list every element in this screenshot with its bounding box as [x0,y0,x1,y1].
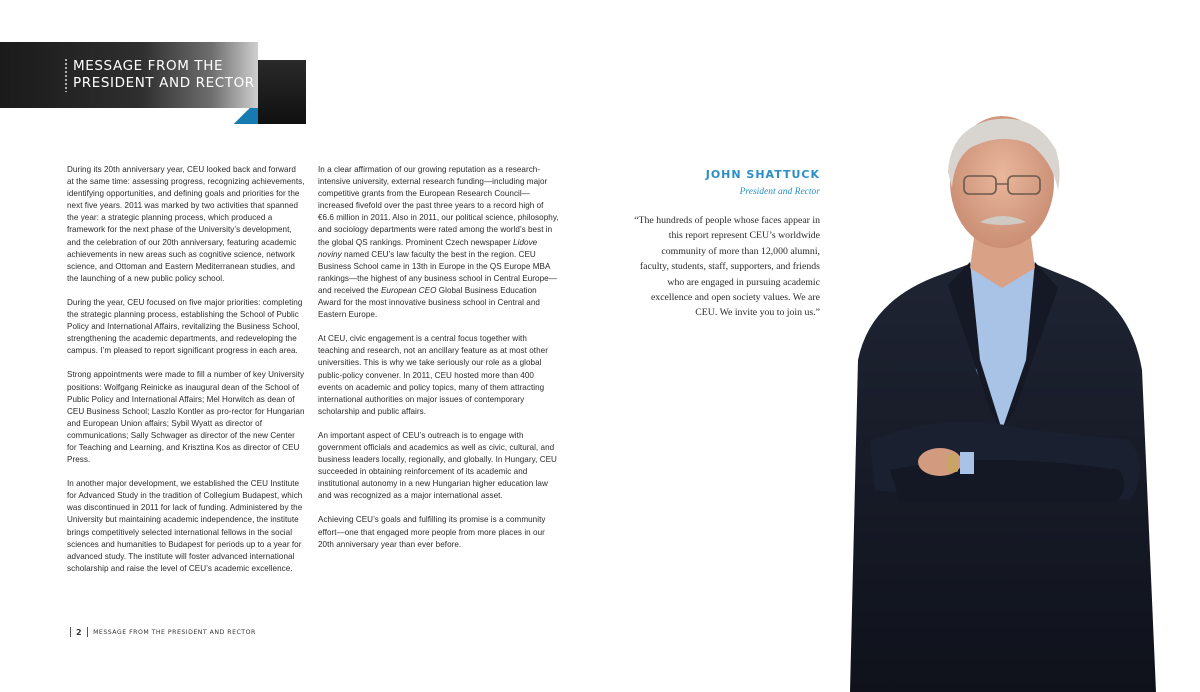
footer-divider [87,627,88,637]
paragraph: An important aspect of CEU’s outreach is to engage with government officials and academics as well as civic, cultural, and business leaders locally, regionally, and globally. In Hungary, CEU succeeded in obtaining reinforcement of its academic and institutional autonomy in a new Hungarian higher education law and was recognized as a major international asset. [318,430,557,501]
profile-quote: “The hundreds of people whose faces appear in this report represent CEU’s worldwide community of more than 12,000 alumni, faculty, students, staff, supporters, and friends who are engaged in pursuing academic excellence and open society values. We are CEU. We invite you to join us.” [634,215,820,319]
footer-section-label: MESSAGE FROM THE PRESIDENT AND RECTOR [93,628,256,636]
portrait-watch [948,454,958,472]
publication-title: European CEO [380,285,437,295]
page-footer [65,626,256,638]
paragraph: Strong appointments were made to fill a number of key University positions: Wolfgang Reinicke as inaugural dean of the School of Public Policy and International Affairs; Mel Horwitch as dean of CEU Business School; Laszlo Kontler as pro-rector for Hungarian and European Union affairs; Sybil Wyatt as director of communications; Sally Schwager as director of the new Center for Teaching and Learning, and Krisztina Kos as director of CEU Press. [67,370,305,465]
profile-role: President and Rector [739,187,820,197]
paragraph: At CEU, civic engagement is a central focus together with teaching and research, not an ancillary feature as at most other universities. This is why we take seriously our role as a global public-policy convener. In 2011, CEU hosted more than 400 events on academic and policy topics, many of them attracting international authorities on major issues of contemporary scholarship and public affairs. [318,334,548,416]
text-run: Global Business Education Award for the most innovative business school in Central and Eastern Europe. [318,285,540,320]
paragraph: During the year, CEU focused on five major priorities: completing the strategic planning process, establishing the School of Public Policy and International Affairs, revitalizing the Business School, strengthening the academic departments, and redeveloping the campus. I’m pleased to report significant progress in each area. [67,297,303,356]
header-accent-triangle [226,108,258,124]
text-run: named CEU’s law faculty the best in the region. CEU Business School came in 13th in Europe in the QS Europe MBA rankings—the highest of any business school in Central Europe—and received the [318,249,557,295]
profile-name: JOHN SHATTUCK [705,168,820,181]
header-band-extension [258,60,306,124]
paragraph: In another major development, we established the CEU Institute for Advanced Study in the tradition of Collegium Budapest, which was discontinued in 2011 for lack of funding. Administered by the University but maintaining academic independence, the institute brings competitively selected international fellows in the social sciences and humanities to Budapest for periods up to a year for advanced study. The institute will foster advanced international scholarship and raise the level of CEU’s academic excellence. [67,479,303,573]
header-dotted-divider [65,58,67,92]
page-number: 2 [76,627,83,637]
paragraph: During its 20th anniversary year, CEU looked back and forward at the same time: assessing progress, recognizing achievements, identifying opportunities, and defining goals and priorities for the next five years. 2011 was marked by two activities that spanned the year: a strategic planning process, which produced a framework for the next phase of the University’s development, and the celebration of our 20th anniversary, featuring academic achievements in new areas such as cognitive science, network science, and Ottoman and Eastern Mediterranean studies, and the launching of a new public policy school. [67,165,305,283]
text-run: In a clear affirmation of our growing reputation as a research-intensive university, external research funding—including major competitive grants from the European Research Council—increased fivefold over the past three years to a record high of €6.6 million in 2011. Also in 2011, our political science, philosophy, and sociology departments were rated among the world’s best in the global QS rankings. Prominent Czech newspaper [318,165,559,247]
page-title: MESSAGE FROM THE PRESIDENT AND RECTOR [73,58,255,91]
body-column-middle [318,164,560,563]
portrait-photo [830,110,1160,692]
paragraph [318,164,560,321]
paragraph: Achieving CEU’s goals and fulfilling its promise is a community effort—one that engaged more people from more places in our 20th anniversary year than ever before. [318,515,546,549]
body-column-left [67,164,305,587]
footer-divider [70,627,71,637]
publication-title: Lidove noviny [318,237,538,259]
